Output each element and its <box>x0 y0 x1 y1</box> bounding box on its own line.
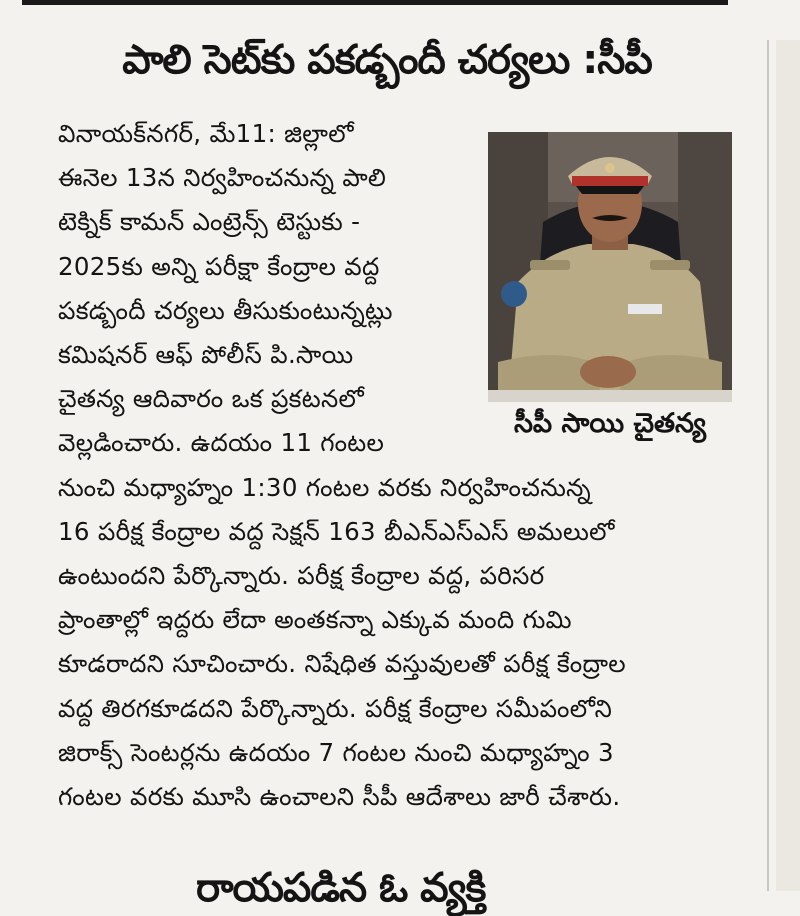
body-line: కూడరాదని సూచించారు. నిషేధిత వస్తువులతో పరీక్ష కేంద్రాల <box>58 649 626 678</box>
next-article-headline: రాయపడిన ఓ వ్యక్తి <box>196 865 486 911</box>
column-divider <box>767 40 769 891</box>
article-headline: పాలి సెట్‌కు పకడ్బందీ చర్యలు :సీపీ <box>122 37 652 83</box>
body-line: చైతన్య ఆదివారం ఒక ప్రకటనలో <box>58 384 364 413</box>
body-line: 16 పరీక్ష కేంద్రాల వద్ద సెక్షన్ 163 బీఎన్ఎస్ఎస్ అమలులో <box>58 517 615 546</box>
body-line: ప్రాంతాల్లో ఇద్దరు లేదా అంతకన్నా ఎక్కువ మంది గుమి <box>58 605 572 634</box>
adjacent-column-edge <box>776 40 800 891</box>
body-line: కమిషనర్ ఆఫ్ పోలీస్ పి.సాయి <box>58 340 354 369</box>
top-rule <box>22 0 728 5</box>
photo-caption: సీపీ సాయి చైతన్య <box>488 403 732 445</box>
body-line: వెల్లడించారు. ఉదయం 11 గంటల <box>58 428 385 457</box>
body-line: వద్ద తిరగకూడదని పేర్కొన్నారు. పరీక్ష కేంద్రాల సమీపంలోని <box>58 694 613 723</box>
body-line: పకడ్బందీ చర్యలు తీసుకుంటున్నట్లు <box>58 296 393 325</box>
body-line: టెక్నిక్ కామన్ ఎంట్రెన్స్ టెస్టుకు - <box>58 207 361 236</box>
body-line: జిరాక్స్ సెంటర్లను ఉదయం 7 గంటల నుంచి మధ్యాహ్నం 3 <box>58 738 614 767</box>
body-line: ఈనెల 13న నిర్వహించనున్న పాలి <box>58 163 387 192</box>
officer-photo <box>488 132 732 402</box>
body-line: నుంచి మధ్యాహ్నం 1:30 గంటల వరకు నిర్వహించనున్న <box>58 473 591 502</box>
body-line: 2025కు అన్ని పరీక్షా కేంద్రాల వద్ద <box>58 252 380 281</box>
body-line: వినాయక్‌నగర్, మే11: జిల్లాలో <box>58 119 354 148</box>
body-line: ఉంటుందని పేర్కొన్నారు. పరీక్ష కేంద్రాల వద్ద, పరిసర <box>58 561 545 590</box>
body-line: గంటల వరకు మూసి ఉంచాలని సీపీ ఆదేశాలు జారీ చేశారు. <box>58 782 621 811</box>
